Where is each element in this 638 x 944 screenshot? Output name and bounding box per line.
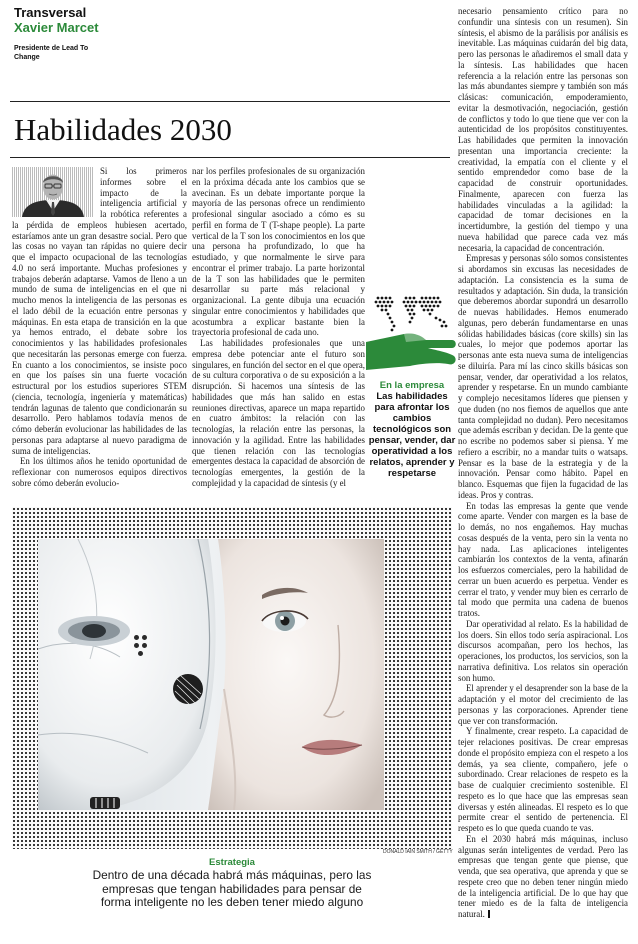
end-of-article-mark [488, 910, 490, 918]
body-column-2 [192, 166, 365, 506]
headline-rule [10, 157, 450, 158]
paragraph: El aprender y el desaprender son la base de la adaptación y el motor del crecimiento de las personas y las corporaciones. Aprender tiene que ver con transformación. [458, 683, 628, 726]
paragraph: Empresas y personas sólo somos consistentes si abordamos sin excusas las necesidades de adaptación. La consistencia es la suma de resultados y adaptación. Sin duda, la transición que deberemos abordar supondrá un desarrollo de nuevas habilidades. Hemos enumerado algunas, pero deberán fundamentarse en unas sólidas habilidades básicas (core skills) sin las cuales, lo mejor que podemos aportar las personas ante esta nueva suma de inteligencias se diluiría. Para mí las cinco skills básicas son pensar, vender, dar operatividad a los relatos, aprender y respetarse. En un mundo cambiante y complejo necesitamos líderes que piensen y que duden (no nos fiemos de aquellos que ante tanta complejidad no dudan). Pero necesitamos que además escriban y decidan. De la gente que no escribe no podemos saber si piensa. Y me refiero a escribir, no a mandar tuits o watsaps. Pensar es la base de la estrategia y de la innovación. Pensar como hábito. Papel en blanco. Esquemas que fijen la fugacidad de las ideas. Pros y contras. [458, 253, 628, 500]
paragraph: nar los perfiles profesionales de su organización en la próxima década ante los cambios que se avecinan. Es un debate importante porque la mayoría de las personas ofrece un rendimiento profesional singular asociado a cómo es su perfil en forma de T (T-shape people). La parte vertical de la T son los conocimientos en los que una persona ha profundizado, lo que ha estudiado, y que normalmente le sirve para encontrar el primer trabajo. La parte horizontal de la T son las habilidades que le permiten desarrollar su parte más relacional y organizacional. La gente dibuja una ecuación singular entre conocimientos y habilidades que acostumbra a explicar bastante bien la trayectoria profesional de cada uno. [192, 166, 365, 338]
world-map-hand-icon [366, 290, 458, 376]
header-section: Transversal [14, 5, 87, 20]
body-column-3 [458, 6, 628, 940]
author-portrait [12, 167, 94, 217]
paragraph: En todas las empresas la gente que vende come aparte. Vender con margen es la base de lo demás, no nos engañemos. Hay muchas cosas después de la venta, pero sin la venta no hay nada. Las aplicaciones inteligentes cambiarán los contextos de la venta, afinarán los esfuerzos comerciales, pero la habilidad de cerrar un buen acuerdo es perpetua. Vender es cerrar el trato, y vender muy bien es cerrarlo de tal modo que permita una cadena de buenos tratos. [458, 500, 628, 618]
photo-credit: DONALD IAIN SMITH / GETTY [383, 849, 453, 855]
headline: Habilidades 2030 [14, 112, 232, 147]
caption-kicker: Estrategia [209, 857, 255, 868]
body-column-1 [12, 166, 187, 506]
top-rule [10, 101, 450, 102]
paragraph: En el 2030 habrá más máquinas, incluso algunas serán inteligentes de verdad. Pero las empresas que tengan gente que piense, que venda, que sea operativa, que aprenda y que se respete creo que no deben tener ningún miedo de la inteligencia artificial. De lo que hay que tener miedo es de la falta de inteligencia natural. [458, 833, 628, 919]
header-role: Presidente de Lead To Change [14, 45, 89, 61]
paragraph: Las habilidades profesionales que una empresa debe potenciar ante el futuro son singulares, en función del sector en el que opera, de su cultura corporativa o de su exposición a la disrupción. Si hacemos una síntesis de las habilidades que más han salido en estas reuniones directivas, aparece un mapa repartido en cuatro ámbitos: la relación con las tecnologías, la relación entre las personas, la innovación y la agilidad. Entre las habilidades que tienen relación con las tecnologías emergentes destaca la capacidad de absorción de tecnologías emergentes, la gestión de la complejidad y la capacidad de síntesis (y el [192, 338, 365, 488]
caption-text: Dentro de una década habrá más máquinas, pero las empresas que tengan habilidades para pensar de forma inteligente no les deben tener miedo alguno [92, 868, 372, 909]
header-author: Xavier Marcet [14, 20, 99, 35]
callout-text: Las habilidades para afrontar los cambios tecnológicos son pensar, vender, dar operatividad a los relatos, aprender y respetarse [368, 391, 456, 479]
paragraph: Si los primeros informes sobre el impacto de la inteligencia artificial y la robótica referentes a la pérdida de empleos hubiesen acertado, estaríamos ante un gran desastre social. Pero que las cosas no vayan tan rápidas no quiere decir que el impacto ocupacional de las tecnologías 4.0 no será importante. Muchas profesiones y trabajos deberán adaptarse. Vamos de lleno a un mundo de suma de inteligencias en el que ni mucho menos la inteligencia de las personas es el lado débil de la ecuación entre personas y máquinas. En esta etapa de transición en la que ya hemos entrado, el debate sobre los conocimientos y las habilidades profesionales que necesitarán las personas emerge con fuerza. En cuanto a los conocimientos, se insiste poco en que los países sin una fuerte vocación estructural por los estudios superiores STEM (ciencia, tecnología, ingeniería y matemáticas) tendrán lagunas de talento que condicionarán su desarrollo. Pero hablamos todavía menos de cómo deberán evolucionar las habilidades de las personas para adaptarse al nuevo paradigma de suma de inteligencias. [12, 166, 187, 456]
paragraph: En los últimos años he tenido oportunidad de reflexionar con numerosos equipos directivos sobre cómo deberán evolucio- [12, 456, 187, 488]
photo-robot-and-woman [38, 539, 384, 810]
callout-kicker: En la empresa [379, 380, 445, 391]
paragraph: Y finalmente, crear respeto. La capacidad de tejer relaciones positivas. De crear empresas donde el propósito empieza con el respeto a los demás, ya sea cliente, compañero, jefe o subordinado. Crear relaciones de respeto es la base de cualquier crecimiento sostenible. El respeto es lo que hace que las empresas sean diversas y estén alineadas. El respeto es lo que permite crear el sentido de pertenencia. El respeto es lo que queda cuando te vas. [458, 726, 628, 833]
paragraph: Dar operatividad al relato. Es la habilidad de los doers. Sin ellos todo sería aspiracional. Los discursos acompañan, pero los hechos, las operaciones, los productos, los servicios, son la narrativa definitiva. Los relatos sin operación son humo. [458, 618, 628, 683]
paragraph: necesario pensamiento crítico para no confundir una síntesis con un resumen). Sin síntesis, el abismo de la parálisis por análisis es inevitable. Las máquinas cuidarán del big data, pero las personas le añadiremos el small data y la síntesis. Las habilidades que hacen referencia a la relación entre las personas son las más abundantes siempre y también son más clásicas: comunicación, empoderamiento, evitar la desmotivación, negociación, gestión de conflictos y todo lo que tiene que ver con la autenticidad de los propósitos constituyentes. Las habilidades que permiten la innovación presentan una importancia creciente: la creatividad, la empatía con el cliente y el sentido emprendedor como base de la capacidad de construir oportunidades. Finalmente, aparecen con fuerza las habilidades vinculadas a la agilidad: la capacidad de tomar decisiones en la incertidumbre, la gestión del tiempo y una nueva habilidad que parece cada vez más necesaria, la capacidad de concentración. [458, 6, 628, 253]
